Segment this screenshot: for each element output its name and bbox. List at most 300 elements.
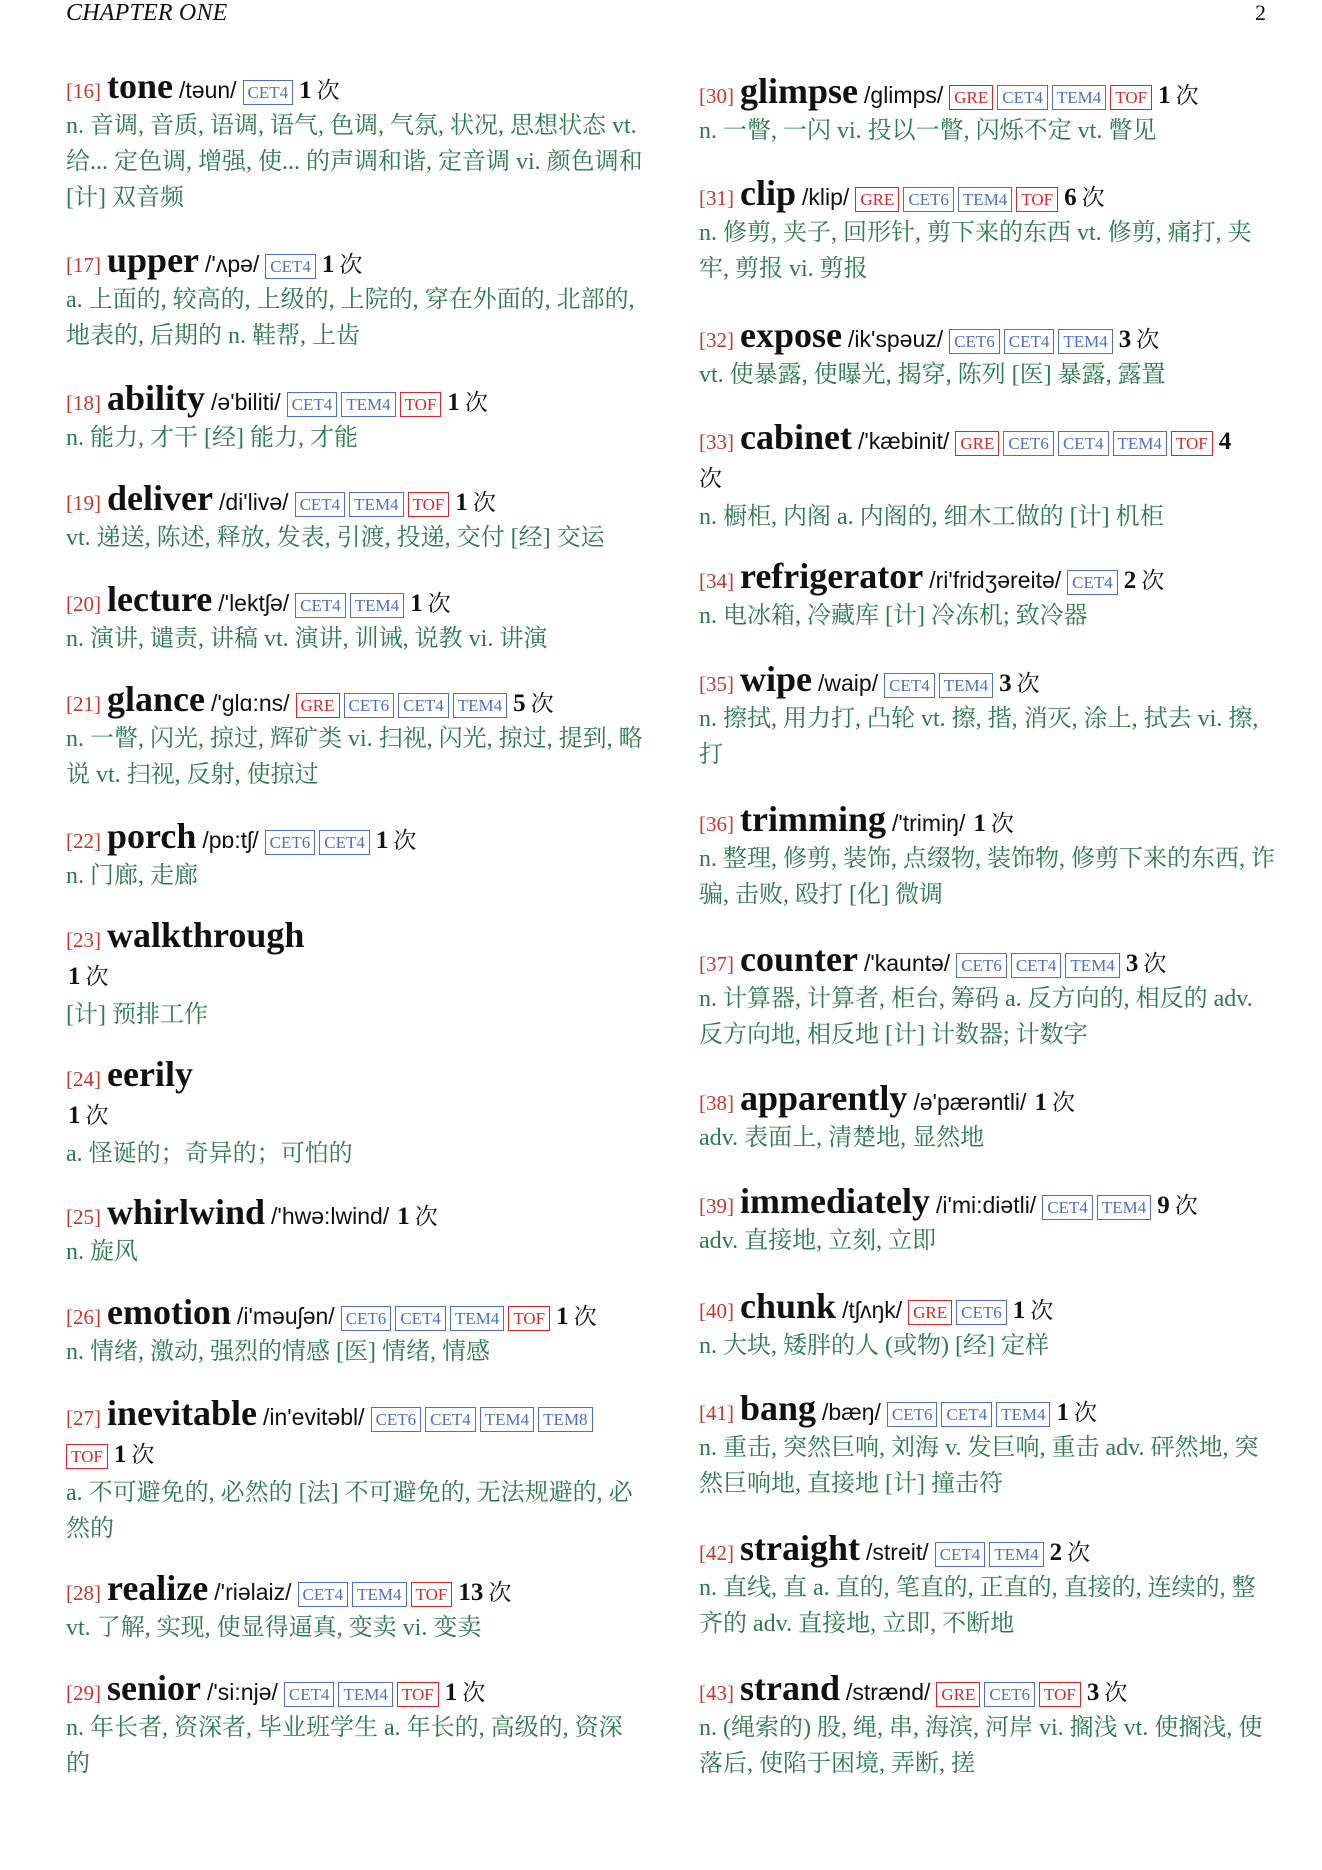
entry-header-line [699,1530,1266,1570]
occurrence-count: 1 [1012,1297,1026,1324]
vocab-entry [66,1570,636,1646]
definition-line: 给... 定色调, 增强, 使... 的声调和谐, 定音调 vi. 颜色调和 [66,149,643,175]
exam-tag: CET4 [243,80,294,105]
definition-line: a. 上面的, 较高的, 上级的, 上院的, 穿在外面的, 北部的, [66,287,635,313]
entry-header-line [66,681,636,721]
exam-tag: CET6 [903,187,954,212]
definition-line: 然巨响地, 直接地 [计] 撞击符 [699,1471,1003,1497]
exam-tag: TEM4 [349,492,403,517]
definition-line: n. 音调, 音质, 语调, 语气, 色调, 气氛, 状况, 思想状态 vt. [66,113,637,139]
occurrence-count: 1 [1056,1399,1069,1426]
exam-tag: CET6 [344,693,395,718]
definition-line: [计] 双音频 [66,185,184,211]
phonetic: /ə'biliti/ [211,389,281,415]
count-unit: 次 [990,811,1014,836]
definition-line: adv. 直接地, 立刻, 立即 [699,1228,937,1254]
entry-header-line [699,1288,1266,1328]
entry-header-line [66,917,636,957]
headword: strand [740,1668,841,1708]
entry-header-line [66,1670,636,1710]
exam-tag: TEM4 [996,1402,1050,1427]
entry-index: [41] [699,1401,734,1425]
entry-header-line [699,801,1266,841]
vocab-entry [699,317,1266,393]
headword: expose [740,315,842,355]
entry-header-line [66,242,636,282]
definition-line: n. 一瞥, 闪光, 掠过, 辉矿类 vi. 扫视, 闪光, 掠过, 提到, 略 [66,726,643,752]
definition-line: 地表的, 后期的 n. 鞋帮, 上齿 [66,323,360,349]
headword: senior [107,1668,201,1708]
exam-tag: TEM4 [958,187,1012,212]
entry-index: [26] [66,1305,101,1329]
entry-index: [28] [66,1581,101,1605]
vocab-entry [699,558,1266,634]
exam-tag: TOF [400,392,442,417]
occurrence-count: 13 [458,1579,484,1606]
exam-tag: CET4 [284,1682,335,1707]
exam-tag: TEM4 [352,1582,406,1607]
definition-line: [计] 预排工作 [66,1002,208,1028]
exam-tag: CET6 [265,830,316,855]
count-unit: 次 [1143,951,1167,976]
occurrence-count: 2 [1049,1539,1063,1566]
exam-tag: CET4 [884,673,935,698]
exam-tag: TOF [1171,431,1213,456]
definition-line: 落后, 使陷于困境, 弄断, 搓 [699,1751,975,1777]
entry-header-line [699,558,1266,598]
phonetic: /pɒ:tʃ/ [202,827,259,853]
count-unit: 次 [573,1304,597,1329]
exam-tag: GRE [296,693,340,718]
phonetic: /klip/ [802,184,850,210]
entry-index: [24] [66,1067,101,1091]
vocab-entry [66,1194,636,1270]
exam-tag: CET4 [319,830,370,855]
entry-index: [38] [699,1091,734,1115]
exam-tag: CET4 [265,254,316,279]
count-unit: 次 [699,466,722,491]
exam-tag: CET6 [956,953,1007,978]
phonetic: /in'evitəbl/ [263,1404,365,1430]
entry-header-line [66,68,636,108]
exam-tag: CET4 [425,1407,476,1432]
exam-tag: TEM4 [1097,1195,1151,1220]
entry-header-line [66,480,636,520]
occurrence-count: 1 [113,1441,127,1468]
exam-tag: TEM4 [450,1306,504,1331]
vocab-entry [699,1183,1266,1259]
vocab-entry [699,1390,1266,1502]
count-unit: 次 [427,591,451,616]
headword: counter [740,939,858,979]
headword: glance [107,679,205,719]
headword: walkthrough [107,915,305,955]
count-unit: 次 [462,1680,486,1705]
definition-line: n. 旋风 [66,1239,138,1265]
definition-line: vt. 递送, 陈述, 释放, 发表, 引渡, 投递, 交付 [经] 交运 [66,525,605,551]
exam-tag: CET6 [887,1402,938,1427]
entry-header-line [699,661,1266,701]
headword: glimpse [740,71,859,111]
definition-line: n. 整理, 修剪, 装饰, 点缀物, 装饰物, 修剪下来的东西, 诈 [699,846,1275,872]
exam-tag: CET4 [1004,329,1055,354]
occurrence-count: 1 [299,77,312,104]
definition-line: adv. 表面上, 清楚地, 显然地 [699,1125,985,1151]
entry-header-line [699,1080,1266,1120]
phonetic: /ri'fridʒəreitə/ [929,567,1062,593]
headword: porch [107,816,197,856]
occurrence-count: 1 [447,389,460,416]
count-unit: 次 [316,78,340,103]
vocab-entry [699,73,1266,149]
definition-line: a. 不可避免的, 必然的 [法] 不可避免的, 无法规避的, 必 [66,1480,633,1506]
definition-line: a. 怪诞的；奇异的；可怕的 [66,1141,353,1167]
exam-tag: TEM4 [1058,329,1112,354]
right-column [699,0,1275,1870]
count-unit: 次 [1104,1680,1128,1705]
exam-tag: TEM4 [939,673,993,698]
occurrence-count: 3 [1086,1679,1100,1706]
exam-tag: CET4 [935,1542,986,1567]
exam-tag: TEM4 [1113,431,1167,456]
vocab-entry [699,1080,1266,1156]
phonetic: /'kæbinit/ [858,428,950,454]
headword: clip [740,173,797,213]
entry-header-line [699,317,1266,357]
count-unit: 次 [530,691,554,716]
entry-index: [42] [699,1541,734,1565]
vocab-entry [699,175,1266,287]
phonetic: /di'livə/ [218,489,289,515]
occurrence-count: 1 [973,810,986,837]
definition-line: n. 重击, 突然巨响, 刘海 v. 发巨响, 重击 adv. 砰然地, 突 [699,1435,1259,1461]
headword: chunk [740,1286,837,1326]
occurrence-count: 3 [1118,326,1132,353]
definition-line: 牢, 剪报 vi. 剪报 [699,256,868,282]
exam-tag: TOF [408,492,450,517]
exam-tag: CET4 [997,85,1048,110]
exam-tag: TOF [66,1444,108,1469]
exam-tag: TEM4 [338,1682,392,1707]
count-unit: 次 [393,828,417,853]
count-unit: 次 [131,1442,155,1467]
vocab-entry [66,1056,636,1172]
entry-index: [22] [66,829,101,853]
occurrence-count: 2 [1123,567,1137,594]
entry-header-line [66,957,636,997]
phonetic: /'ʌpə/ [205,251,260,277]
vocab-entry [66,242,636,354]
occurrence-count: 1 [68,1102,81,1129]
entry-header-line [66,380,636,420]
occurrence-count: 1 [321,251,335,278]
definition-line: 打 [699,742,723,768]
headword: immediately [740,1181,930,1221]
definition-line: 齐的 adv. 直接地, 立即, 不断地 [699,1611,1015,1637]
headword: straight [740,1528,860,1568]
headword: cabinet [740,417,852,457]
vocab-entry [66,679,643,793]
definition-line: n. 大块, 矮胖的人 (或物) [经] 定样 [699,1333,1049,1359]
exam-tag: CET4 [1011,953,1062,978]
count-unit: 次 [464,390,488,415]
occurrence-count: 1 [444,1679,458,1706]
entry-index: [16] [66,79,101,103]
count-unit: 次 [1081,185,1105,210]
occurrence-count: 5 [513,690,526,717]
occurrence-count: 1 [1158,82,1171,109]
count-unit: 次 [472,490,496,515]
left-column [66,0,643,1870]
exam-tag: CET6 [949,329,1000,354]
count-unit: 次 [1073,1400,1097,1425]
entry-index: [29] [66,1681,101,1705]
phonetic: /'si:njə/ [207,1679,278,1705]
phonetic: /i'mi:diətli/ [935,1192,1037,1218]
exam-tag: GRE [855,187,899,212]
definition-line: 的 [66,1751,90,1777]
exam-tag: CET6 [1003,431,1054,456]
exam-tag: TOF [1016,187,1058,212]
vocab-entry [699,941,1266,1053]
exam-tag: GRE [955,431,999,456]
exam-tag: CET4 [395,1306,446,1331]
vocab-entry [66,380,636,456]
occurrence-count: 1 [455,489,468,516]
entry-index: [21] [66,692,101,716]
phonetic: /tʃʌŋk/ [842,1297,903,1323]
entry-header-line [66,1435,636,1475]
exam-tag: TEM4 [1065,953,1119,978]
exam-tag: TEM4 [350,593,404,618]
exam-tag: TEM4 [989,1542,1043,1567]
vocab-entry [66,66,643,216]
headword: eerily [107,1054,193,1094]
entry-header-line [699,1670,1266,1710]
entry-index: [31] [699,186,734,210]
entry-index: [34] [699,569,734,593]
exam-tag: CET4 [295,492,346,517]
occurrence-count: 3 [999,670,1012,697]
count-unit: 次 [1051,1090,1075,1115]
phonetic: /'kauntə/ [863,950,951,976]
phonetic: /waip/ [818,670,879,696]
headword: upper [107,240,200,280]
count-unit: 次 [1067,1540,1091,1565]
definition-line: n. (绳索的) 股, 绳, 串, 海滨, 河岸 vi. 搁浅 vt. 使搁浅, 使 [699,1715,1263,1741]
phonetic: /'lektʃə/ [218,590,290,616]
exam-tag: CET4 [287,392,338,417]
phonetic: /'trimiŋ/ [891,810,966,836]
entry-index: [30] [699,84,734,108]
definition-line: n. 直线, 直 a. 直的, 笔直的, 正直的, 直接的, 连续的, 整 [699,1575,1256,1601]
exam-tag: CET4 [298,1582,349,1607]
exam-tag: CET6 [371,1407,422,1432]
entry-index: [33] [699,430,734,454]
headword: inevitable [107,1393,257,1433]
running-head: CHAPTER ONE [66,0,228,26]
exam-tag: CET6 [341,1306,392,1331]
entry-header-line [699,73,1266,113]
exam-tag: GRE [949,85,993,110]
count-unit: 次 [1136,327,1160,352]
vocab-entry [699,1670,1266,1782]
vocab-entry [699,661,1266,773]
count-unit: 次 [339,252,363,277]
vocab-entry [66,917,636,1033]
headword: deliver [107,478,213,518]
vocab-entry [699,419,1266,535]
phonetic: /'hwə:lwind/ [271,1203,390,1229]
exam-tag: GRE [936,1682,980,1707]
exam-tag: CET4 [1058,431,1109,456]
occurrence-count: 9 [1157,1192,1170,1219]
vocab-entry [66,1294,636,1370]
exam-tag: TOF [1039,1682,1081,1707]
occurrence-count: 1 [1034,1089,1047,1116]
definition-line: 说 vt. 扫视, 反射, 使掠过 [66,762,319,788]
occurrence-count: 1 [397,1203,410,1230]
entry-index: [39] [699,1194,734,1218]
exam-tag: CET4 [1042,1195,1093,1220]
definition-line: 骗, 击败, 殴打 [化] 微调 [699,882,943,908]
definition-line: 反方向地, 相反地 [计] 计数器; 计数字 [699,1022,1088,1048]
occurrence-count: 3 [1125,950,1139,977]
entry-index: [37] [699,952,734,976]
entry-header-line [66,1294,636,1334]
vocab-entry [699,1530,1266,1642]
occurrence-count: 6 [1064,184,1077,211]
definition-line: n. 橱柜, 内阁 a. 内阁的, 细木工做的 [计] 机柜 [699,504,1164,530]
phonetic: /strænd/ [846,1679,931,1705]
phonetic: /'riəlaiz/ [214,1579,292,1605]
phonetic: /bæŋ/ [822,1399,881,1425]
vocab-entry [66,581,636,657]
headword: emotion [107,1292,231,1332]
headword: apparently [740,1078,908,1118]
definition-line: n. 计算器, 计算者, 柜台, 筹码 a. 反方向的, 相反的 adv. [699,986,1253,1012]
headword: bang [740,1388,817,1428]
exam-tag: TEM4 [341,392,395,417]
definition-line: n. 门廊, 走廊 [66,863,198,889]
entry-header-line [66,581,636,621]
entry-header-line [699,1390,1266,1430]
count-unit: 次 [85,1103,109,1128]
vocab-entry [66,1395,636,1547]
exam-tag: CET6 [956,1300,1007,1325]
occurrence-count: 1 [410,590,423,617]
exam-tag: TOF [1110,85,1152,110]
entry-header-line [66,1056,636,1096]
vocab-entry [66,1670,636,1782]
phonetic: /i'məuʃən/ [236,1303,335,1329]
count-unit: 次 [1016,671,1040,696]
exam-tag: TOF [508,1306,550,1331]
vocab-entry [699,1288,1266,1364]
count-unit: 次 [85,964,109,989]
headword: tone [107,66,173,106]
phonetic: /ə'pærəntli/ [913,1089,1027,1115]
vocab-entry [66,818,636,894]
definition-line: n. 擦拭, 用力打, 凸轮 vt. 擦, 揩, 消灭, 涂上, 拭去 vi. 擦, [699,706,1259,732]
count-unit: 次 [1175,83,1199,108]
definition-line: vt. 了解, 实现, 使显得逼真, 变卖 vi. 变卖 [66,1615,482,1641]
exam-tag: TOF [397,1682,439,1707]
count-unit: 次 [1174,1193,1198,1218]
entry-index: [43] [699,1681,734,1705]
exam-tag: CET6 [984,1682,1035,1707]
definition-line: n. 电冰箱, 冷藏库 [计] 冷冻机; 致冷器 [699,603,1088,629]
exam-tag: CET4 [398,693,449,718]
phonetic: /'glɑ:ns/ [210,690,290,716]
phonetic: /ik'spəuz/ [848,326,944,352]
entry-index: [17] [66,253,101,277]
count-unit: 次 [488,1580,512,1605]
entry-header-line [699,175,1266,215]
definition-line: n. 情绪, 激动, 强烈的情感 [医] 情绪, 情感 [66,1339,490,1365]
exam-tag: CET4 [1067,570,1118,595]
headword: trimming [740,799,886,839]
occurrence-count: 1 [375,827,389,854]
headword: ability [107,378,206,418]
definition-line: n. 一瞥, 一闪 vi. 投以一瞥, 闪烁不定 vt. 瞥见 [699,118,1157,144]
definition-line: n. 年长者, 资深者, 毕业班学生 a. 年长的, 高级的, 资深 [66,1715,623,1741]
headword: realize [107,1568,209,1608]
entry-header-line [699,1183,1266,1223]
definition-line: 然的 [66,1516,114,1542]
vocab-entry [699,799,1275,913]
headword: refrigerator [740,556,924,596]
exam-tag: CET4 [941,1402,992,1427]
entry-header-line [66,1194,636,1234]
entry-index: [27] [66,1406,101,1430]
headword: wipe [740,659,812,699]
page-number: 2 [1255,0,1266,25]
occurrence-count: 1 [556,1303,569,1330]
definition-line: n. 修剪, 夹子, 回形针, 剪下来的东西 vt. 修剪, 痛打, 夹 [699,220,1252,246]
definition-line: n. 演讲, 谴责, 讲稿 vt. 演讲, 训诫, 说教 vi. 讲演 [66,626,548,652]
entry-index: [19] [66,491,101,515]
headword: whirlwind [107,1192,266,1232]
count-unit: 次 [1141,568,1165,593]
occurrence-count: 1 [68,963,81,990]
exam-tag: GRE [908,1300,952,1325]
phonetic: /təun/ [179,77,237,103]
entry-header-line [66,818,636,858]
entry-index: [40] [699,1299,734,1323]
exam-tag: TEM4 [453,693,507,718]
entry-index: [20] [66,592,101,616]
occurrence-count: 4 [1218,428,1232,455]
exam-tag: TEM4 [480,1407,534,1432]
exam-tag: TEM4 [1052,85,1106,110]
entry-header-line [699,419,1266,459]
entry-header-line [699,941,1266,981]
entry-index: [35] [699,672,734,696]
count-unit: 次 [414,1204,438,1229]
entry-header-line [699,459,1266,499]
definition-line: vt. 使暴露, 使曝光, 揭穿, 陈列 [医] 暴露, 露置 [699,362,1166,388]
exam-tag: CET4 [295,593,346,618]
headword: lecture [107,579,213,619]
entry-header-line [66,1096,636,1136]
entry-header-line [66,1570,636,1610]
exam-tag: TOF [411,1582,453,1607]
phonetic: /streit/ [866,1539,929,1565]
entry-index: [25] [66,1205,101,1229]
entry-header-line [66,1395,636,1435]
definition-line: n. 能力, 才干 [经] 能力, 才能 [66,425,358,451]
